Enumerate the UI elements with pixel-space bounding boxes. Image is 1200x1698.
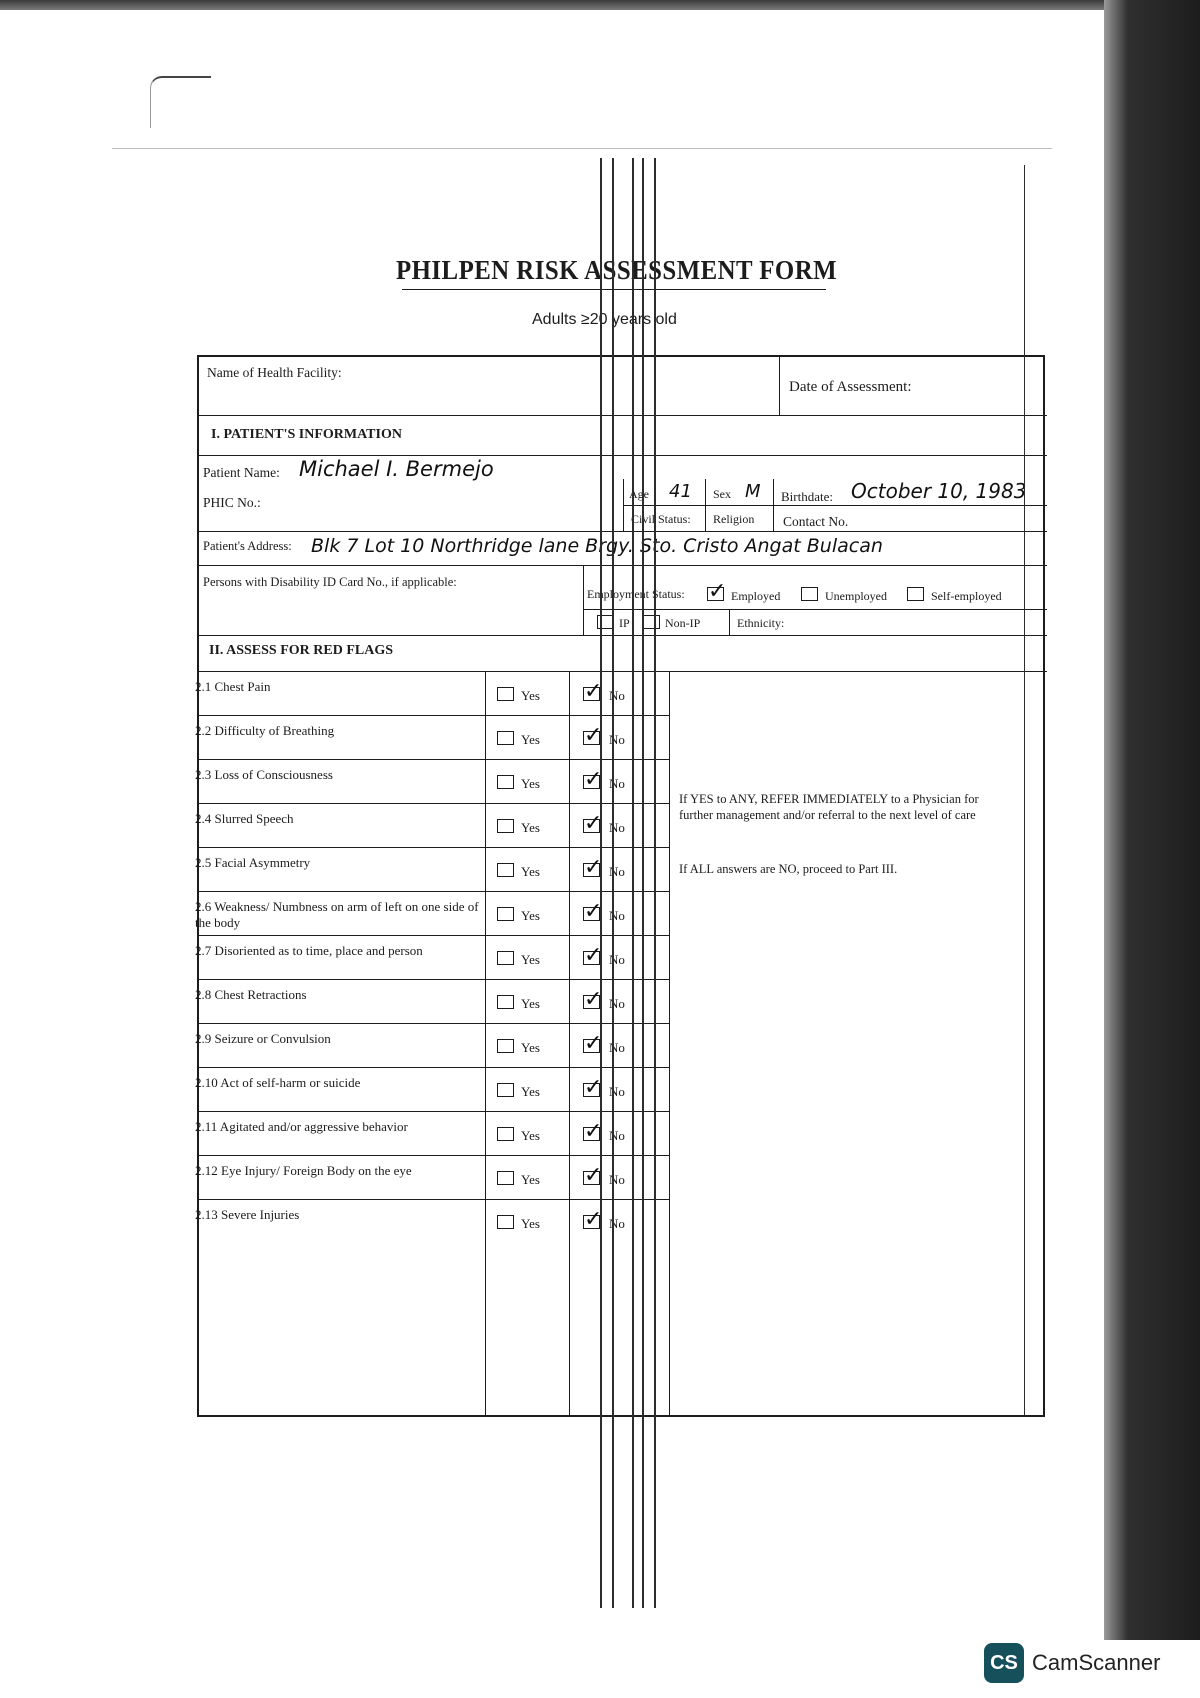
divider <box>199 565 1047 566</box>
red-flag-row <box>195 1199 669 1243</box>
red-flag-row <box>195 715 669 759</box>
age-label: Age <box>629 487 649 501</box>
no-checkbox[interactable] <box>583 907 600 921</box>
divider <box>199 635 1047 636</box>
yes-checkbox[interactable] <box>497 1215 514 1229</box>
red-flag-row <box>195 803 669 847</box>
yes-checkbox[interactable] <box>497 1127 514 1141</box>
divider <box>199 455 1047 456</box>
yes-label: Yes <box>521 864 540 879</box>
patient-name-value: Michael I. Bermejo <box>299 457 494 481</box>
red-flag-label: 2.11 Agitated and/or aggressive behavior <box>195 1119 408 1134</box>
scan-artifact-line <box>1024 165 1025 1415</box>
red-flag-row <box>195 1155 669 1199</box>
red-flag-label: 2.4 Slurred Speech <box>195 811 294 826</box>
pwd-label: Persons with Disability ID Card No., if applicable: <box>203 575 457 589</box>
red-flag-label: 2.5 Facial Asymmetry <box>195 855 311 870</box>
divider <box>729 609 730 635</box>
divider <box>199 415 1047 416</box>
red-flag-row <box>195 671 669 715</box>
form-title: PHILPEN RISK ASSESSMENT FORM <box>396 255 838 285</box>
employed-checkbox[interactable] <box>707 587 724 601</box>
scan-artifact-line <box>612 158 614 1608</box>
no-label: No <box>609 1216 625 1231</box>
yes-label: Yes <box>521 732 540 747</box>
assessment-form <box>197 355 1045 1417</box>
employed-label: Employed <box>731 589 781 603</box>
yes-label: Yes <box>521 1084 540 1099</box>
no-checkbox[interactable] <box>583 731 600 745</box>
red-flag-row <box>195 759 669 803</box>
refer-note-line1: If YES to ANY, REFER IMMEDIATELY to a Physician for <box>679 792 979 806</box>
proceed-note: If ALL answers are NO, proceed to Part III. <box>679 862 898 876</box>
religion-label: Religion <box>713 512 755 526</box>
yes-checkbox[interactable] <box>497 819 514 833</box>
sex-label: Sex <box>713 487 731 501</box>
red-flag-label: 2.10 Act of self-harm or suicide <box>195 1075 361 1090</box>
camscanner-logo-icon: CS <box>984 1643 1024 1683</box>
unemployed-checkbox[interactable] <box>801 587 818 601</box>
refer-note-line2: further management and/or referral to the next level of care <box>679 808 976 822</box>
no-label: No <box>609 1040 625 1055</box>
yes-checkbox[interactable] <box>497 687 514 701</box>
employment-label: Employment Status: <box>587 587 685 601</box>
birthdate-value: October 10, 1983 <box>851 479 1027 503</box>
yes-checkbox[interactable] <box>497 951 514 965</box>
ethnicity-label: Ethnicity: <box>737 616 785 630</box>
age-value: 41 <box>669 481 692 502</box>
yes-checkbox[interactable] <box>497 1171 514 1185</box>
non-ip-checkbox[interactable] <box>643 615 660 629</box>
red-flag-row <box>195 1111 669 1155</box>
red-flag-row <box>195 1023 669 1067</box>
camscanner-brand: CamScanner <box>1032 1650 1161 1675</box>
red-flag-label: 2.8 Chest Retractions <box>195 987 307 1002</box>
yes-checkbox[interactable] <box>497 731 514 745</box>
ip-label: IP <box>619 616 630 630</box>
scan-background-right <box>1104 0 1200 1640</box>
no-checkbox[interactable] <box>583 1083 600 1097</box>
yes-label: Yes <box>521 908 540 923</box>
no-checkbox[interactable] <box>583 995 600 1009</box>
yes-checkbox[interactable] <box>497 863 514 877</box>
yes-label: Yes <box>521 776 540 791</box>
red-flag-row <box>195 935 669 979</box>
no-label: No <box>609 1128 625 1143</box>
no-checkbox[interactable] <box>583 1127 600 1141</box>
no-label: No <box>609 908 625 923</box>
red-flag-row <box>195 847 669 891</box>
scan-background-top <box>0 0 1200 10</box>
civil-status-label: Civil Status: <box>631 512 691 526</box>
page-fold-line <box>112 148 1052 149</box>
non-ip-label: Non-IP <box>665 616 701 630</box>
yes-label: Yes <box>521 1172 540 1187</box>
yes-checkbox[interactable] <box>497 995 514 1009</box>
no-label: No <box>609 688 625 703</box>
unemployed-label: Unemployed <box>825 589 887 603</box>
corner-fold-mark <box>150 76 211 128</box>
no-label: No <box>609 864 625 879</box>
red-flag-row <box>195 1067 669 1111</box>
title-underline <box>402 289 826 290</box>
no-checkbox[interactable] <box>583 1171 600 1185</box>
no-checkbox[interactable] <box>583 863 600 877</box>
red-flag-label: 2.12 Eye Injury/ Foreign Body on the eye <box>195 1163 412 1178</box>
no-label: No <box>609 732 625 747</box>
red-flag-label: 2.7 Disoriented as to time, place and person <box>195 943 423 958</box>
section-1-title: I. PATIENT'S INFORMATION <box>211 427 402 442</box>
no-label: No <box>609 776 625 791</box>
no-label: No <box>609 996 625 1011</box>
form-subtitle: Adults ≥20 years old <box>532 311 677 328</box>
no-label: No <box>609 952 625 967</box>
scan-artifact-line <box>632 158 634 1608</box>
divider <box>583 609 1047 610</box>
patient-name-label: Patient Name: <box>203 465 280 480</box>
yes-label: Yes <box>521 1040 540 1055</box>
date-of-assessment-label: Date of Assessment: <box>789 379 912 395</box>
yes-label: Yes <box>521 688 540 703</box>
no-checkbox[interactable] <box>583 1039 600 1053</box>
yes-checkbox[interactable] <box>497 775 514 789</box>
sex-value: M <box>745 481 761 502</box>
no-checkbox[interactable] <box>583 1215 600 1229</box>
divider <box>779 357 780 415</box>
section-2-title: II. ASSESS FOR RED FLAGS <box>209 643 394 658</box>
contact-label: Contact No. <box>783 514 849 529</box>
no-label: No <box>609 1084 625 1099</box>
red-flag-label: 2.9 Seizure or Convulsion <box>195 1031 331 1046</box>
yes-label: Yes <box>521 1128 540 1143</box>
yes-checkbox[interactable] <box>497 1039 514 1053</box>
scan-artifact-line <box>600 158 602 1608</box>
red-flag-label: 2.1 Chest Pain <box>195 679 271 694</box>
red-flag-row <box>195 891 669 935</box>
yes-label: Yes <box>521 820 540 835</box>
red-flag-label: 2.13 Severe Injuries <box>195 1207 300 1222</box>
red-flag-label: 2.6 Weakness/ Numbness on arm of left on one side of the body <box>195 899 479 930</box>
yes-label: Yes <box>521 996 540 1011</box>
health-facility-label: Name of Health Facility: <box>207 365 342 380</box>
divider <box>199 531 1047 532</box>
yes-label: Yes <box>521 1216 540 1231</box>
no-checkbox[interactable] <box>583 687 600 701</box>
address-value: Blk 7 Lot 10 Northridge lane Brgy. Sto. Cristo Angat Bulacan <box>311 535 883 557</box>
address-label: Patient's Address: <box>203 539 292 553</box>
philhealth-label: PHIC No.: <box>203 495 261 510</box>
no-checkbox[interactable] <box>583 819 600 833</box>
divider <box>569 671 570 1417</box>
birthdate-label: Birthdate: <box>781 489 833 504</box>
no-checkbox[interactable] <box>583 951 600 965</box>
red-flag-label: 2.3 Loss of Consciousness <box>195 767 333 782</box>
divider <box>669 671 670 1417</box>
no-label: No <box>609 1172 625 1187</box>
yes-label: Yes <box>521 952 540 967</box>
divider <box>485 671 486 1417</box>
no-checkbox[interactable] <box>583 775 600 789</box>
self-employed-label: Self-employed <box>931 589 1002 603</box>
camscanner-watermark <box>984 1643 1160 1683</box>
divider <box>623 505 1047 506</box>
scan-artifact-line <box>654 158 656 1608</box>
divider <box>583 565 584 635</box>
yes-checkbox[interactable] <box>497 1083 514 1097</box>
yes-checkbox[interactable] <box>497 907 514 921</box>
red-flag-row <box>195 979 669 1023</box>
scan-artifact-line <box>642 158 644 1608</box>
self-employed-checkbox[interactable] <box>907 587 924 601</box>
no-label: No <box>609 820 625 835</box>
red-flag-label: 2.2 Difficulty of Breathing <box>195 723 335 738</box>
